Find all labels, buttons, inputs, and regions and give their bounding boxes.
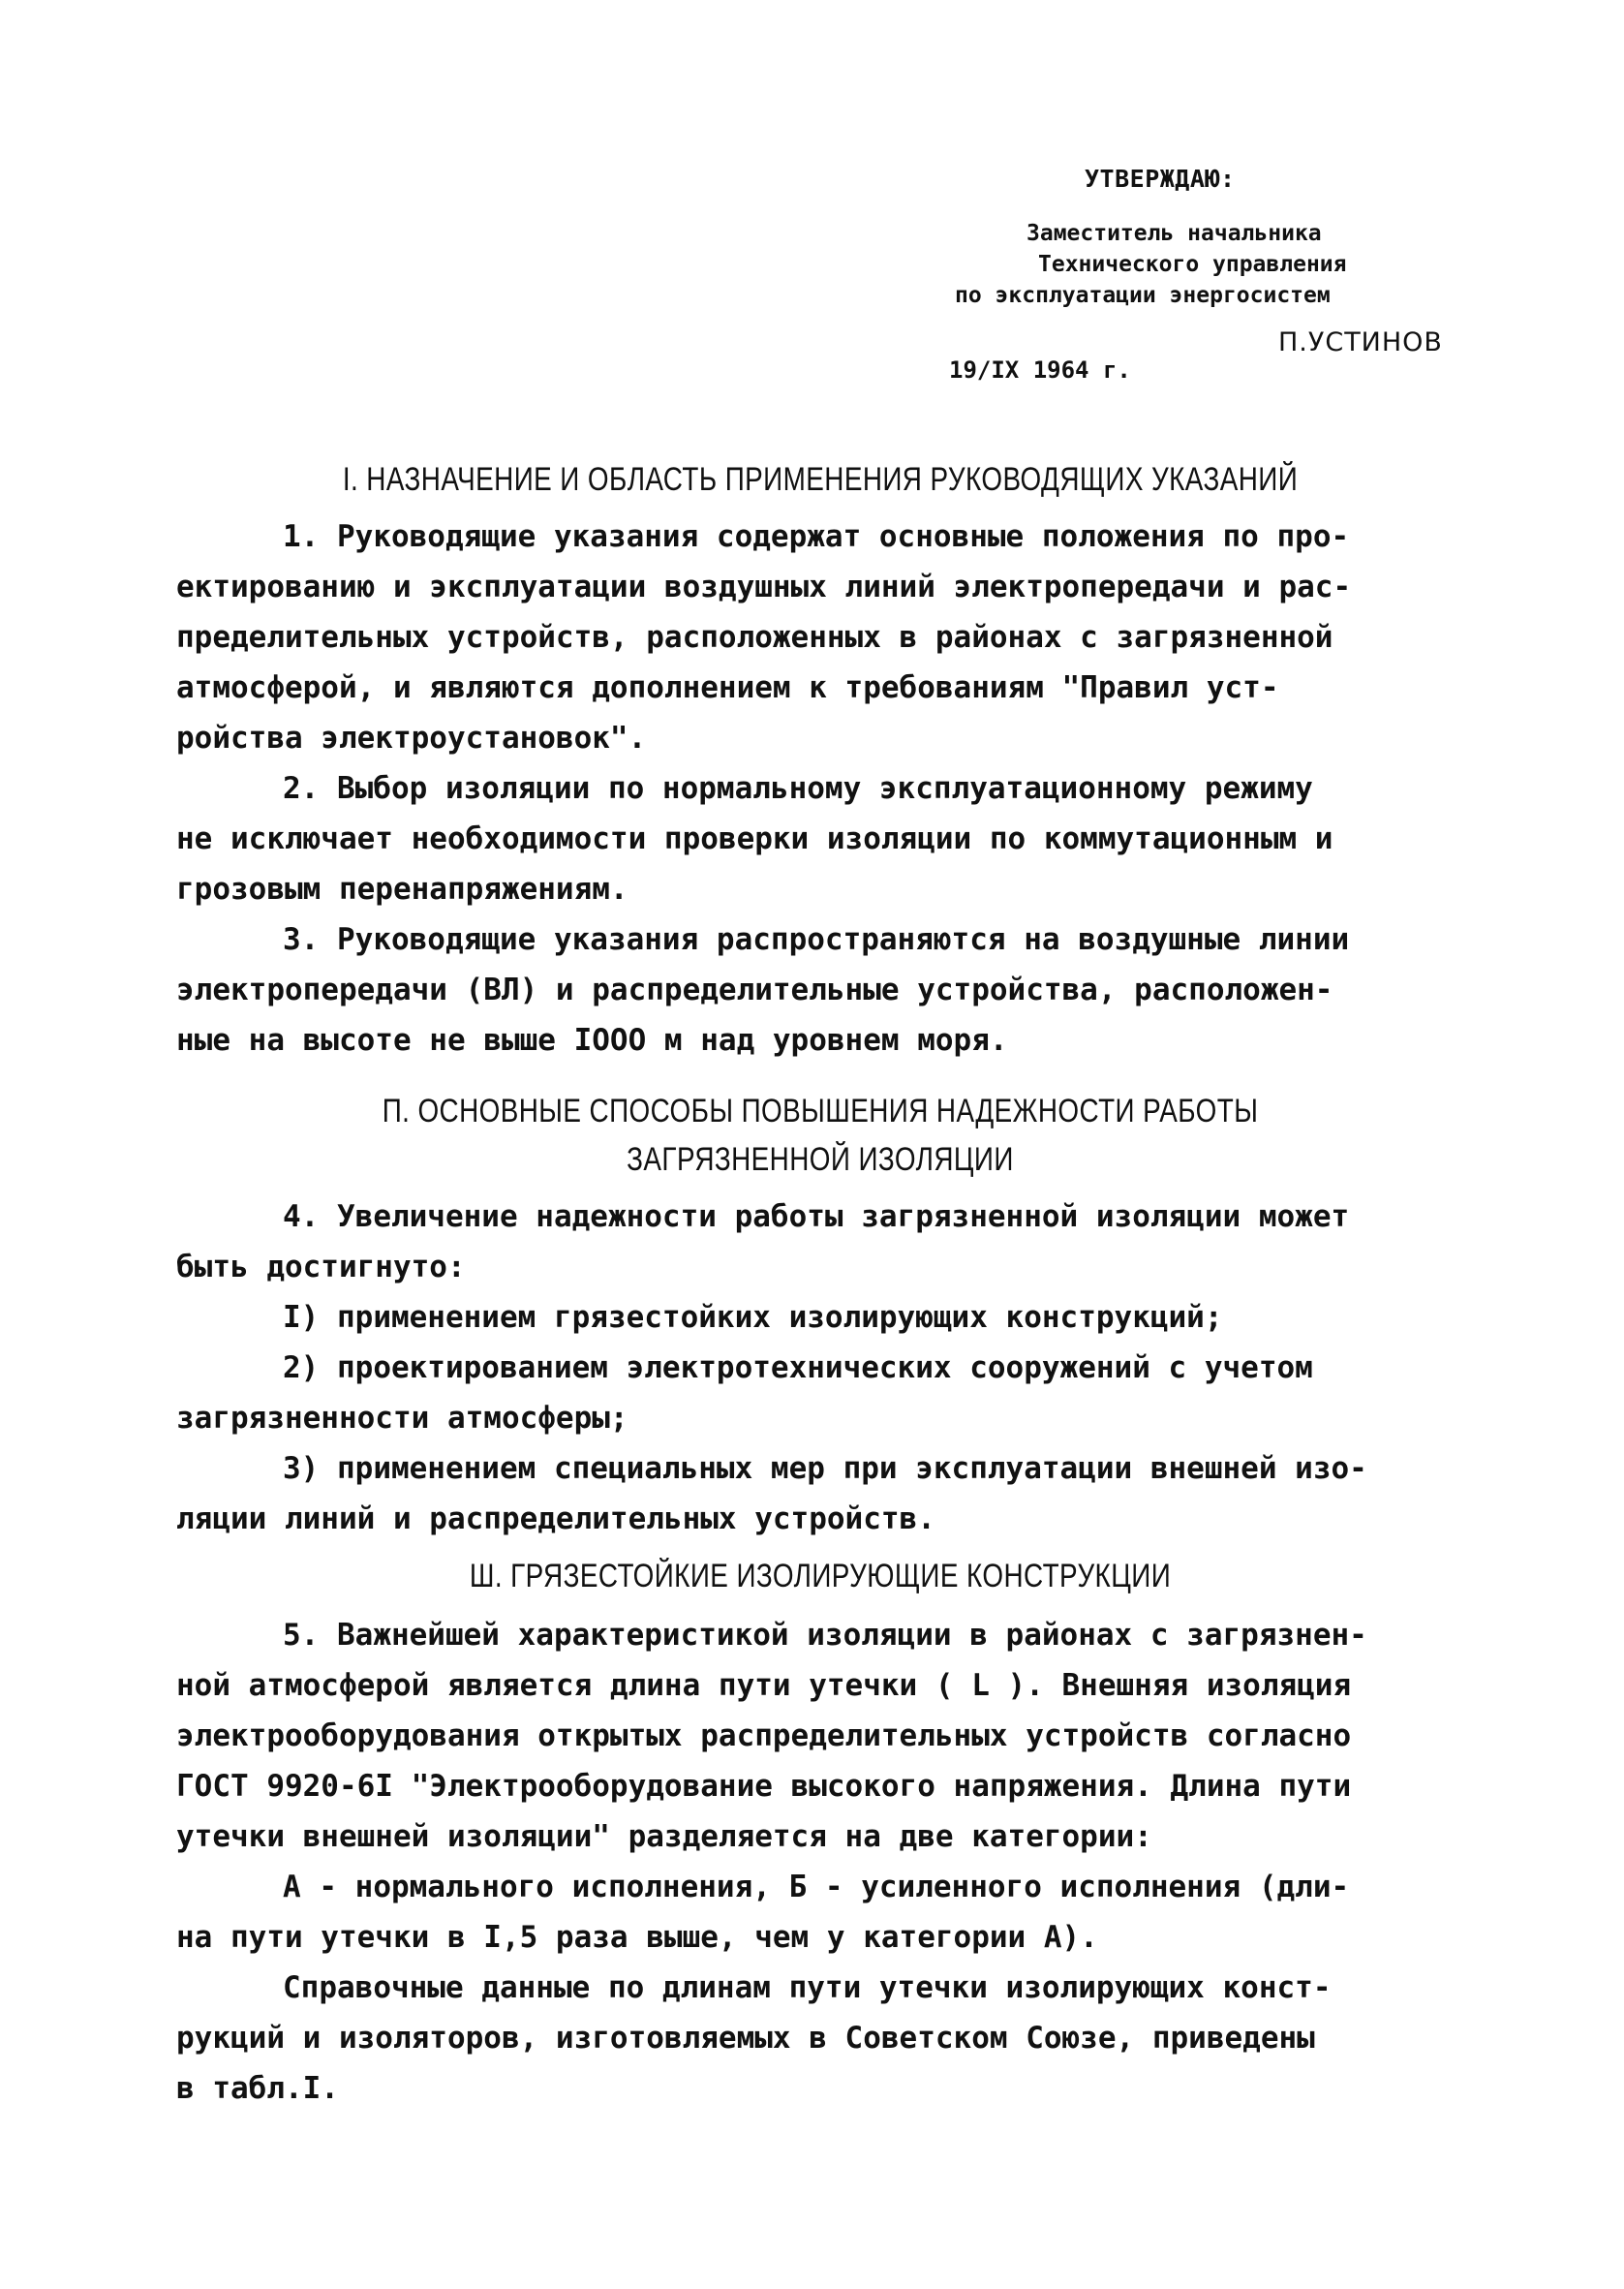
- list-item: [176, 1443, 1464, 1544]
- text-line: ройства электроустановок".: [176, 721, 647, 756]
- paragraph: [176, 1610, 1464, 1862]
- approver-position-line: по эксплуатации энергосистем: [955, 283, 1331, 308]
- section-title: П. ОСНОВНЫЕ СПОСОБЫ ПОВЫШЕНИЯ НАДЕЖНОСТИ РАБОТЫ: [382, 1093, 1259, 1129]
- text-line: 2) проектированием электротехнических сооружений с учетом: [283, 1350, 1313, 1385]
- text-line: ГОСТ 9920-6I "Электрооборудование высокого напряжения. Длина пути: [176, 1769, 1352, 1804]
- text-line: грозовым перенапряжениям.: [176, 872, 628, 907]
- text-line: на пути утечки в I,5 раза выше, чем у категории А).: [176, 1920, 1098, 1955]
- text-line: утечки внешней изоляции" разделяется на две категории:: [176, 1819, 1152, 1854]
- text-line: не исключает необходимости проверки изоляции по коммутационным и: [176, 821, 1333, 856]
- list-item: [176, 1292, 1464, 1343]
- text-line: быть достигнуто:: [176, 1250, 466, 1284]
- paragraph: [176, 1191, 1464, 1292]
- document-body: [176, 455, 1464, 2114]
- approval-date: 19/IX 1964 г.: [949, 356, 1131, 384]
- paragraph: [176, 914, 1464, 1066]
- text-line: ной атмосферой является длина пути утечки ( L ). Внешняя изоляция: [176, 1668, 1352, 1703]
- approver-position-line: Технического управления: [1038, 252, 1347, 277]
- paragraph: [176, 1963, 1464, 2114]
- text-line: рукций и изоляторов, изготовляемых в Советском Союзе, приведены: [176, 2021, 1315, 2056]
- text-line: I) применением грязестойких изолирующих конструкций;: [283, 1300, 1223, 1335]
- text-line: 4. Увеличение надежности работы загрязненной изоляции может: [283, 1199, 1350, 1234]
- paragraph: [176, 1862, 1464, 1963]
- text-line: А - нормального исполнения, Б - усиленного исполнения (дли-: [283, 1870, 1350, 1904]
- text-line: ектированию и эксплуатации воздушных линий электропередачи и рас-: [176, 570, 1352, 604]
- approver-name: П.УСТИНОВ: [1278, 327, 1443, 357]
- text-line: атмосферой, и являются дополнением к требованиям "Правил уст-: [176, 670, 1279, 705]
- text-line: ные на высоте не выше IOOO м над уровнем моря.: [176, 1023, 1008, 1058]
- section-title: I. НАЗНАЧЕНИЕ И ОБЛАСТЬ ПРИМЕНЕНИЯ РУКОВОДЯЩИХ УКАЗАНИЙ: [342, 461, 1299, 498]
- paragraph: [176, 511, 1464, 763]
- approval-heading: УТВЕРЖДАЮ:: [1085, 165, 1236, 193]
- section-title: ЗАГРЯЗНЕННОЙ ИЗОЛЯЦИИ: [627, 1141, 1014, 1178]
- text-line: электрооборудования открытых распределительных устройств согласно: [176, 1718, 1352, 1753]
- text-line: ляции линий и распределительных устройств.: [176, 1501, 935, 1536]
- text-line: 1. Руководящие указания содержат основные положения по про-: [283, 519, 1350, 554]
- section-title: Ш. ГРЯЗЕСТОЙКИЕ ИЗОЛИРУЮЩИЕ КОНСТРУКЦИИ: [469, 1558, 1172, 1594]
- paragraph: [176, 763, 1464, 914]
- text-line: 3) применением специальных мер при эксплуатации внешней изо-: [283, 1451, 1367, 1486]
- text-line: Справочные данные по длинам пути утечки изолирующих конст-: [283, 1970, 1332, 2005]
- text-line: электропередачи (ВЛ) и распределительные устройства, расположен-: [176, 973, 1333, 1007]
- text-line: 5. Важнейшей характеристикой изоляции в районах с загрязнен-: [283, 1618, 1367, 1653]
- text-line: загрязненности атмосферы;: [176, 1401, 628, 1436]
- list-item: [176, 1343, 1464, 1443]
- text-line: пределительных устройств, расположенных в районах с загрязненной: [176, 620, 1333, 655]
- text-line: в табл.I.: [176, 2071, 339, 2106]
- approver-position-line: Заместитель начальника: [1026, 221, 1322, 246]
- text-line: 2. Выбор изоляции по нормальному эксплуатационному режиму: [283, 771, 1313, 806]
- text-line: 3. Руководящие указания распространяются на воздушные линии: [283, 922, 1350, 957]
